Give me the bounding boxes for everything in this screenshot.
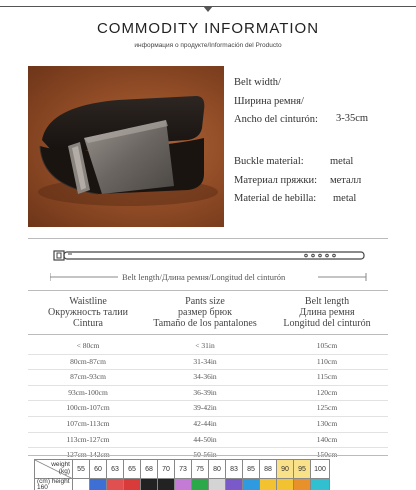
height-label: height	[51, 478, 70, 485]
size-cell-waist: 93cm-100cm	[68, 387, 108, 397]
size-cell-pants: 34-36in	[193, 372, 217, 382]
color-band	[311, 479, 330, 490]
header-divider	[28, 334, 388, 335]
color-band	[90, 479, 107, 490]
color-band	[158, 479, 175, 490]
spec-buckle-ru-value: металл	[330, 175, 362, 186]
size-cell-pants: 44-50in	[193, 434, 217, 444]
size-cell-waist: 107cm-113cm	[66, 419, 110, 428]
color-band	[73, 479, 90, 490]
color-band	[260, 479, 277, 490]
color-band	[277, 479, 294, 490]
top-notch-decoration	[203, 6, 213, 12]
spec-belt-width-value: 3-35cm	[336, 113, 369, 124]
weight-cell: 90	[277, 460, 294, 479]
height-unit: (cm)	[37, 478, 50, 485]
page-title: COMMODITY INFORMATION	[96, 20, 320, 37]
size-cell-belt: 115cm	[316, 372, 338, 382]
table-top-divider	[28, 290, 388, 291]
header-belt-length: Belt length Длина ремня Longitud del cinturón	[283, 296, 371, 329]
weight-cell: 60	[90, 460, 107, 479]
weight-cell: 70	[158, 460, 175, 479]
size-cell-pants: 42-44in	[193, 419, 217, 428]
weight-cell: 100	[311, 460, 330, 479]
size-cell-belt: 105cm	[316, 341, 338, 350]
product-photo	[28, 66, 224, 227]
weight-cell: 55	[73, 460, 90, 479]
size-cell-belt: 140cm	[316, 434, 338, 444]
row-divider	[28, 416, 388, 417]
belt-length-caption: Belt length/Длина ремня/Longitud del cinturón	[122, 272, 286, 282]
spec-buckle-en: Buckle material:	[234, 156, 304, 167]
color-band	[141, 479, 158, 490]
color-band	[124, 479, 141, 490]
spec-belt-width-ru: Ширина ремня/	[234, 96, 304, 107]
weight-cell: 73	[175, 460, 192, 479]
weight-cell: 85	[243, 460, 260, 479]
section-divider	[28, 238, 388, 239]
weight-height-table	[34, 459, 330, 490]
height-row	[35, 479, 330, 490]
spec-buckle-en-value: metal	[330, 156, 354, 167]
page-subtitle: информация о продукте/Información del Producto	[134, 42, 282, 49]
weight-label: weight	[51, 461, 70, 468]
weight-cell: 88	[260, 460, 277, 479]
size-cell-pants: 36-39in	[193, 387, 217, 397]
color-band	[243, 479, 260, 490]
size-cell-waist: < 80cm	[76, 341, 100, 350]
color-band	[107, 479, 124, 490]
color-band	[192, 479, 209, 490]
spec-buckle-es: Material de hebilla:	[234, 193, 317, 204]
color-band	[226, 479, 243, 490]
height-first-value: 160	[37, 484, 48, 490]
table-bottom-divider	[28, 455, 388, 456]
size-cell-belt: 110cm	[316, 356, 338, 366]
spec-belt-width-en: Belt width/	[234, 77, 281, 88]
color-band	[175, 479, 192, 490]
spec-buckle-ru: Материал пряжки:	[234, 175, 318, 186]
weight-cell: 65	[124, 460, 141, 479]
height-label-cell	[35, 479, 73, 490]
color-band	[294, 479, 311, 490]
weight-cell: 68	[141, 460, 158, 479]
header-waistline: Waistline Окружность талии Cintura	[48, 296, 128, 329]
weight-height-corner	[35, 460, 73, 479]
weight-cell: 95	[294, 460, 311, 479]
size-cell-belt: 120cm	[316, 387, 338, 397]
weight-cell: 80	[209, 460, 226, 479]
size-cell-pants: 31-34in	[193, 356, 217, 366]
spec-buckle-es-value: metal	[333, 193, 357, 204]
weight-row	[35, 460, 330, 479]
size-cell-pants: 39-42in	[193, 403, 217, 413]
row-divider	[28, 432, 388, 433]
size-cell-belt: 125cm	[316, 403, 338, 413]
row-divider	[28, 447, 388, 448]
size-cell-waist: 87cm-93cm	[70, 372, 106, 382]
size-cell-pants: < 31in	[195, 341, 215, 350]
weight-cell: 75	[192, 460, 209, 479]
size-cell-waist: 113cm-127cm	[66, 434, 110, 444]
row-divider	[28, 400, 388, 401]
row-divider	[28, 354, 388, 355]
weight-cell: 63	[107, 460, 124, 479]
color-band	[209, 479, 226, 490]
header-pants-size: Pants size размер брюк Tamaño de los pantalones	[153, 296, 257, 329]
belt-illustration	[28, 66, 224, 227]
weight-cell: 83	[226, 460, 243, 479]
row-divider	[28, 369, 388, 370]
weight-unit: (kg)	[58, 468, 70, 475]
size-cell-belt: 130cm	[316, 419, 338, 428]
size-cell-waist: 100cm-107cm	[66, 403, 110, 413]
row-divider	[28, 385, 388, 386]
spec-belt-width-es: Ancho del cinturón:	[234, 114, 318, 125]
belt-length-diagram	[50, 248, 370, 262]
size-cell-waist: 80cm-87cm	[70, 356, 106, 366]
